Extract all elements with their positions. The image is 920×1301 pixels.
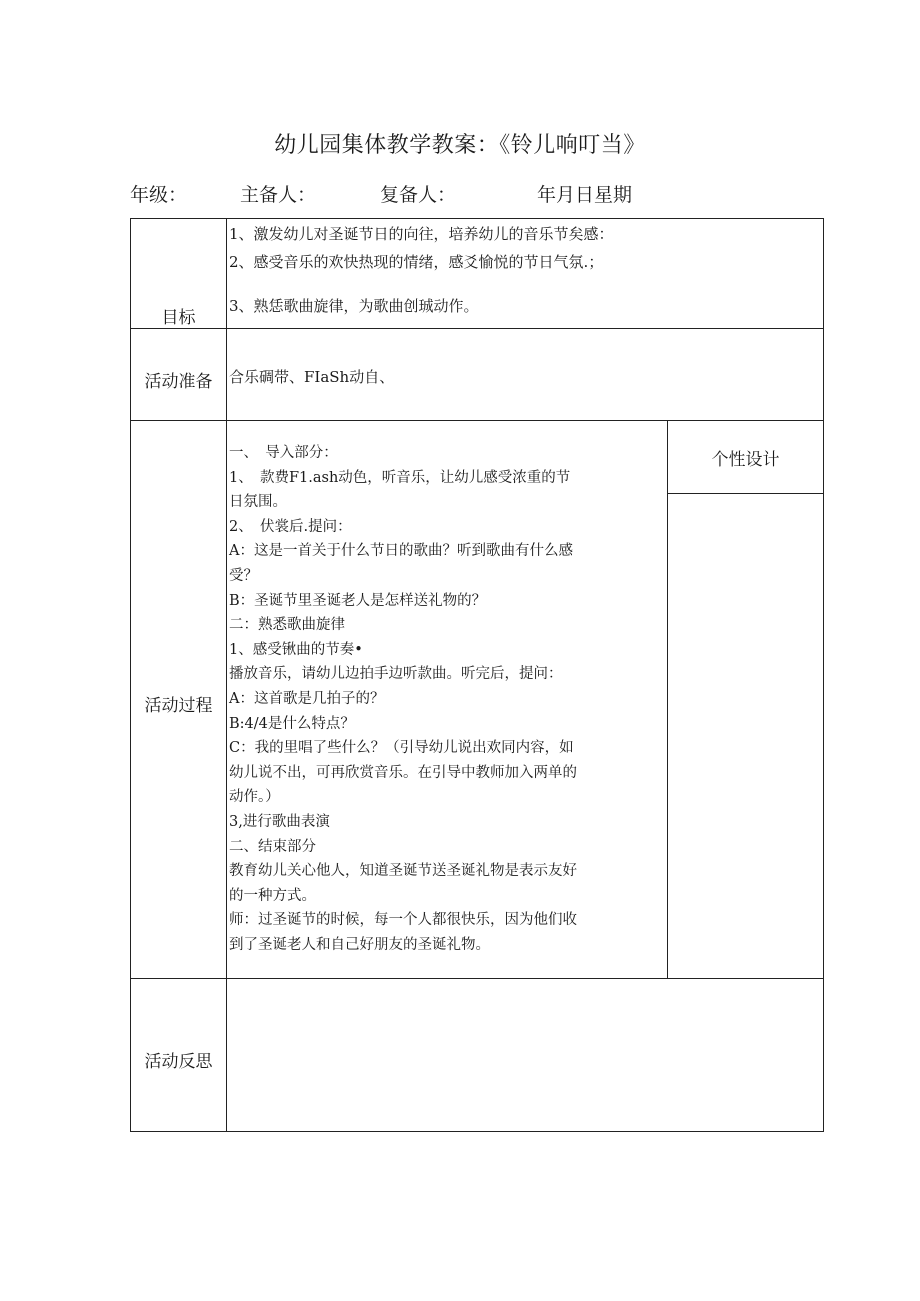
goal-item: 3、熟恁歌曲旋律，为歌曲创珹动作。	[229, 297, 479, 315]
grade-label: 年级：	[130, 184, 188, 206]
goal-list	[227, 219, 823, 317]
process-line: B:4/4是什么特点？	[229, 715, 355, 732]
personal-design-column	[668, 421, 823, 978]
preparation-label-cell	[131, 329, 227, 421]
goal-label: 目标	[161, 308, 196, 328]
reflection-content-cell	[227, 979, 824, 1132]
process-line: 播放音乐，请幼儿边拍手边听款曲。听完后，提问：	[229, 666, 563, 683]
process-line: 的一种方式。	[229, 887, 316, 904]
process-line: 日氛围。	[229, 494, 287, 511]
preparation-text: 合乐碉带、FIaSh动自、	[229, 368, 395, 386]
process-line: 二、结束部分	[229, 838, 316, 855]
process-wrap	[227, 421, 823, 978]
personal-design-header: 个性设计	[668, 421, 823, 494]
process-line: 3,进行歌曲表演	[229, 813, 330, 830]
process-line: 教育幼儿关心他人，知道圣诞节送圣诞礼物是表示友好	[229, 863, 577, 880]
process-line: 二：熟悉歌曲旋律	[229, 617, 345, 634]
preparation-label: 活动准备	[144, 372, 213, 392]
reflection-row	[131, 979, 824, 1132]
preparation-content-cell	[227, 329, 824, 421]
process-content-cell	[227, 421, 824, 979]
process-line: 一、 导入部分：	[229, 445, 338, 461]
meta-line	[0, 180, 920, 210]
personal-design-body	[668, 494, 823, 978]
process-line: 师：过圣诞节的时候，每一个人都很快乐，因为他们收	[229, 912, 577, 929]
process-line: A：这首歌是几拍子的？	[229, 690, 385, 707]
reflection-label-cell	[131, 979, 227, 1132]
goal-row	[131, 219, 824, 329]
process-line: 动作。）	[229, 789, 280, 806]
process-line: 1、感受锹曲的节奏•	[229, 641, 363, 658]
process-line: 受？	[229, 567, 258, 584]
process-label: 活动过程	[144, 696, 213, 716]
goal-content-cell	[227, 219, 824, 329]
co-preparer-label: 复备人：	[380, 184, 457, 206]
process-line: 幼儿说不出，可再欣赏音乐。在引导中教师加入两单的	[229, 764, 577, 781]
reflection-label: 活动反思	[144, 1052, 213, 1072]
process-line: C：我的里唱了些什么？（引导幼儿说出欢同内容，如	[229, 740, 574, 757]
process-label-cell	[131, 421, 227, 979]
process-line: 1、 款费F1.ash动色，听音乐，让幼儿感受浓重的节	[229, 469, 571, 486]
process-row	[131, 421, 824, 979]
process-line: A：这是一首关于什么节日的歌曲？听到歌曲有什么感	[229, 543, 573, 560]
lesson-plan-table	[130, 218, 824, 1132]
process-line: 2、 伏裳后.提问：	[229, 518, 352, 535]
process-line: 到了圣诞老人和自己好朋友的圣诞礼物。	[229, 936, 490, 953]
date-label: 年月日星期	[537, 184, 633, 206]
preparation-row	[131, 329, 824, 421]
goal-item: 1、激发幼儿对圣诞节日的向往，培养幼儿的音乐节矣感：	[229, 225, 614, 243]
goal-label-cell	[131, 219, 227, 329]
process-steps	[227, 421, 668, 978]
goal-item: 2、感受音乐的欢快热现的情绪，感爻愉悦的节日气氛.；	[229, 253, 604, 271]
process-line: B：圣诞节里圣诞老人是怎样送礼物的？	[229, 592, 487, 609]
main-preparer-label: 主备人：	[240, 184, 317, 206]
page-title: 幼儿园集体教学教案：《铃儿响叮当》	[274, 133, 646, 158]
